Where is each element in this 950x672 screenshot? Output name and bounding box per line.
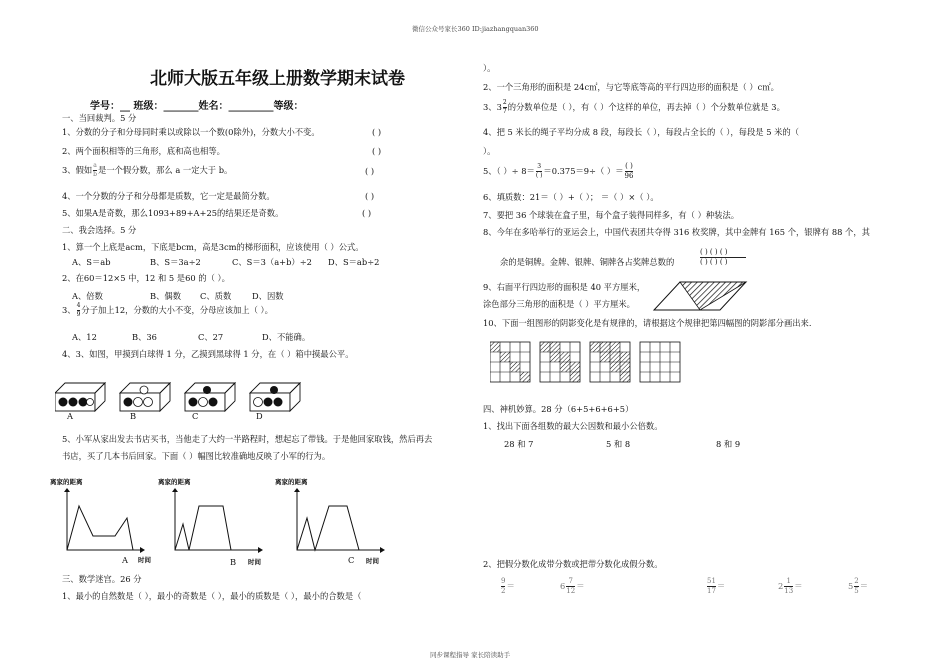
frac-numerator: 51 xyxy=(707,577,716,585)
s2-question-1: 1、算一个上底是acm，下底是bcm，高是3cm的梯形面积，应该使用（ ）公式。 xyxy=(62,242,364,252)
s2-q3-suffix: 分子加上12，分数的大小不变，分母应该加上（ ）。 xyxy=(81,305,273,316)
s4-q1-pair-2: 5 和 8 xyxy=(606,439,631,449)
s2-q2-option-b[interactable]: B、偶数 xyxy=(150,291,181,301)
box-c[interactable] xyxy=(185,383,235,411)
sketch-b[interactable] xyxy=(163,488,263,558)
box-label-a: A xyxy=(67,411,73,421)
r-q5-fraction-1 xyxy=(536,164,543,179)
whole-part: 2 xyxy=(778,581,784,592)
section-4-heading: 四、神机妙算。28 分（6+5+6+6+5） xyxy=(483,404,634,414)
s2-q3-option-c[interactable]: C、27 xyxy=(198,332,224,342)
s1-item-3 xyxy=(62,163,232,178)
whole-part: 6 xyxy=(560,581,566,592)
r-q3-prefix: 3、3 xyxy=(483,102,502,113)
frac-numerator: 4 xyxy=(76,302,81,309)
sketch-c-xlabel: 时间 xyxy=(366,557,379,565)
section-3-heading: 三、数学迷宫。26 分 xyxy=(62,574,142,584)
s2-q2-option-a[interactable]: A、倍数 xyxy=(72,291,103,301)
s1-item-3-fraction xyxy=(93,163,97,178)
sketch-b-letter: B xyxy=(230,557,237,567)
r-q5-part-a: 5、（ ）÷ 8＝ xyxy=(483,166,535,177)
s2-q3-option-d[interactable]: D、不能确。 xyxy=(262,332,311,342)
whole-part: 5 xyxy=(848,581,854,592)
equals-sign: ＝ xyxy=(576,581,585,592)
equals-sign: ＝ xyxy=(794,581,803,592)
s4-question-2: 2、把假分数化成带分数或把带分数化成假分数。 xyxy=(483,559,663,569)
r-question-4-line-2: ）。 xyxy=(483,146,496,156)
r-question-8-line-2: 余的是铜牌。金牌、银牌、铜牌各占奖牌总数的 xyxy=(500,257,675,267)
sketch-c-letter: C xyxy=(348,555,355,565)
s2-q1-option-a[interactable]: A、S＝ab xyxy=(72,257,111,267)
frac-denominator: 96 xyxy=(624,172,634,180)
frac-denominator: b xyxy=(93,171,98,178)
equals-sign: ＝ xyxy=(506,581,515,592)
s2-question-3 xyxy=(62,303,273,318)
frac-numerator: 3 xyxy=(537,163,542,170)
r-question-2: 2、一个三角形的面积是 24c㎡，与它等底等高的平行四边形的面积是（ ）c㎡。 xyxy=(483,82,779,92)
frac-numerator: ( ) xyxy=(625,162,633,170)
s4-question-1: 1、找出下面各组数的最大公因数和最小公倍数。 xyxy=(483,421,663,431)
frac-numerator-blanks: ( ) ( ) ( ) xyxy=(700,248,728,256)
frac-denominator: 2 xyxy=(501,587,506,595)
s1-item-2: 2、两个面积相等的三角形，底和高也相等。 xyxy=(62,146,225,156)
r-q3-fraction xyxy=(503,100,507,115)
student-info-line: 学号：__ 班级：_______姓名：_________等级： xyxy=(90,101,304,112)
s1-item-4: 4、一个分数的分子和分母都是质数，它一定是最简分数。 xyxy=(62,191,275,201)
s2-q3-option-b[interactable]: B、36 xyxy=(132,332,157,342)
r-question-8-line-1: 8、今年在多哈举行的亚运会上，中国代表团共夺得 316 枚奖牌，其中金牌有 165 个，银牌有 88 个，其 xyxy=(483,227,870,237)
s1-answer-paren-4[interactable]: ( ) xyxy=(365,191,375,201)
s1-item-3-suffix: 是一个假分数，那么 a 一定大于 b。 xyxy=(98,165,233,176)
r-question-10: 10、下面一组图形的阴影变化是有规律的，请根据这个规律把第四幅图的阴影部分画出来. xyxy=(483,318,812,328)
s1-item-3-prefix: 3、假如 xyxy=(62,165,93,176)
s1-item-1: 1、分数的分子和分母同时乘以或除以一个数(0除外)，分数大小不变。 xyxy=(62,127,320,137)
box-label-b: B xyxy=(130,411,137,421)
sketch-b-ylabel: 离家的距离 xyxy=(158,478,191,486)
sketch-a-letter: A xyxy=(122,555,128,565)
sketch-a-xlabel: 时间 xyxy=(138,556,151,564)
pattern-figure-2 xyxy=(540,342,580,382)
box-label-c: C xyxy=(192,411,199,421)
frac-numerator: 1 xyxy=(786,577,791,585)
frac-denominator: 7 xyxy=(502,108,507,115)
sketch-a[interactable] xyxy=(55,488,145,558)
r-continuation: ）。 xyxy=(483,63,496,73)
s3-question-1: 1、最小的自然数是（ ），最小的奇数是（ ），最小的质数是（ ），最小的合数是（ xyxy=(62,591,362,601)
shading-pattern-figures xyxy=(490,340,690,385)
sketch-c[interactable] xyxy=(285,488,385,558)
s1-item-5: 5、如果A是奇数，那么1093+89+A+25的结果还是奇数。 xyxy=(62,208,284,218)
conversion-item-1 xyxy=(500,578,515,595)
s2-question-2: 2、在60＝12×5 中，12 和 5 是60 的（ ）。 xyxy=(62,273,230,283)
frac-denominator: 13 xyxy=(784,587,794,595)
frac-denominator: ( ) xyxy=(535,172,543,179)
r-question-7: 7、要把 36 个球装在盒子里，每个盒子装得同样多，有（ ）种装法。 xyxy=(483,210,740,220)
frac-denominator-blanks: ( ) ( ) ( ) xyxy=(700,258,728,266)
box-label-d: D xyxy=(256,411,263,421)
r-q5-part-b: ＝0.375＝9÷（ ）＝ xyxy=(543,166,624,177)
page-title: 北师大版五年级上册数学期末试卷 xyxy=(150,69,405,89)
s2-q1-option-b[interactable]: B、S＝3a÷2 xyxy=(150,257,201,267)
frac-denominator: 5 xyxy=(854,587,859,595)
s2-q2-option-c[interactable]: C、质数 xyxy=(200,291,232,301)
header-note: 微信公众号家长360 ID:jiazhangquan360 xyxy=(412,25,539,33)
equals-sign: ＝ xyxy=(716,581,726,592)
conversion-item-2 xyxy=(560,578,585,595)
frac-denominator: 12 xyxy=(566,587,576,595)
box-b[interactable] xyxy=(120,383,170,411)
r-question-6: 6、填质数：21＝（ ）+（ ）； ＝（ ）×（ ）。 xyxy=(483,192,659,202)
frac-numerator: a xyxy=(93,162,97,169)
s1-answer-paren-5[interactable]: ( ) xyxy=(362,208,372,218)
s2-q1-option-c[interactable]: C、S＝3（a+b）÷2 xyxy=(232,257,312,267)
conversion-item-3 xyxy=(706,578,725,595)
conversion-item-5 xyxy=(848,578,868,595)
frac-numerator: 7 xyxy=(568,577,573,585)
r-question-9-line-1: 9、右面平行四边形的面积是 40 平方厘米， xyxy=(483,282,646,292)
box-a[interactable] xyxy=(55,383,105,411)
pattern-figure-4-blank[interactable] xyxy=(640,342,680,382)
section-2-heading: 二、我会选择。5 分 xyxy=(62,225,137,235)
section-1-heading: 一、当回裁判。5 分 xyxy=(62,113,137,123)
frac-numerator: 2 xyxy=(854,577,859,585)
sketch-b-xlabel: 时间 xyxy=(248,558,261,566)
sketch-c-ylabel: 离家的距离 xyxy=(275,478,308,486)
pattern-figure-1 xyxy=(490,342,530,382)
r-question-5 xyxy=(483,163,634,180)
r-question-4-line-1: 4、把 5 米长的绳子平均分成 8 段，每段长（ ），每段占全长的（ ），每段是 5 米的（ xyxy=(483,127,800,137)
r-question-9-line-2: 涂色部分三角形的面积是（ ）平方厘米。 xyxy=(483,299,635,309)
s2-question-4: 4、3、如图，甲摸到白球得 1 分，乙摸到黑球得 1 分，在（ ）箱中摸最公平。 xyxy=(62,349,354,359)
s2-q3-option-a[interactable]: A、12 xyxy=(72,332,97,342)
r-q8-fraction-blanks[interactable] xyxy=(700,248,746,267)
s2-question-5-line-1: 5、小军从家出发去书店买书，当他走了大约一半路程时，想起忘了带钱。于是他回家取钱，然后再去 xyxy=(62,434,433,444)
pattern-figure-3 xyxy=(590,342,630,382)
frac-denominator: 9 xyxy=(76,311,81,318)
sketch-a-ylabel: 离家的距离 xyxy=(50,478,83,486)
conversion-item-4 xyxy=(778,578,803,595)
r-q3-suffix: 的分数单位是（ ），有（ ）个这样的单位，再去掉（ ）个分数单位就是 3。 xyxy=(507,102,785,113)
frac-numerator: 2 xyxy=(502,99,507,106)
s2-q2-option-d[interactable]: D、因数 xyxy=(252,291,284,301)
frac-denominator: 17 xyxy=(707,587,716,595)
r-question-3 xyxy=(483,100,785,115)
s4-q1-pair-3: 8 和 9 xyxy=(716,439,741,449)
r-q5-fraction-2 xyxy=(625,163,634,180)
footer-note: 同步课程指导 家长陪读助手 xyxy=(430,651,511,659)
equals-sign: ＝ xyxy=(859,581,869,592)
s2-q3-fraction xyxy=(77,303,81,318)
s2-q3-prefix: 3、 xyxy=(62,305,76,316)
s2-question-5-line-2: 书店，买了几本书后回家。下面（ ）幅图比较准确地反映了小军的行为。 xyxy=(62,451,331,461)
s4-q1-pair-1: 28 和 7 xyxy=(504,439,534,449)
parallelogram-figure xyxy=(650,278,750,313)
frac-numerator: 9 xyxy=(501,577,506,585)
s2-q1-option-d[interactable]: D、S＝ab÷2 xyxy=(328,257,380,267)
s1-answer-paren-2[interactable]: ( ) xyxy=(372,146,382,156)
box-d[interactable] xyxy=(250,383,300,411)
s1-answer-paren-1[interactable]: ( ) xyxy=(372,127,382,137)
s1-answer-paren-3[interactable]: ( ) xyxy=(365,166,375,176)
